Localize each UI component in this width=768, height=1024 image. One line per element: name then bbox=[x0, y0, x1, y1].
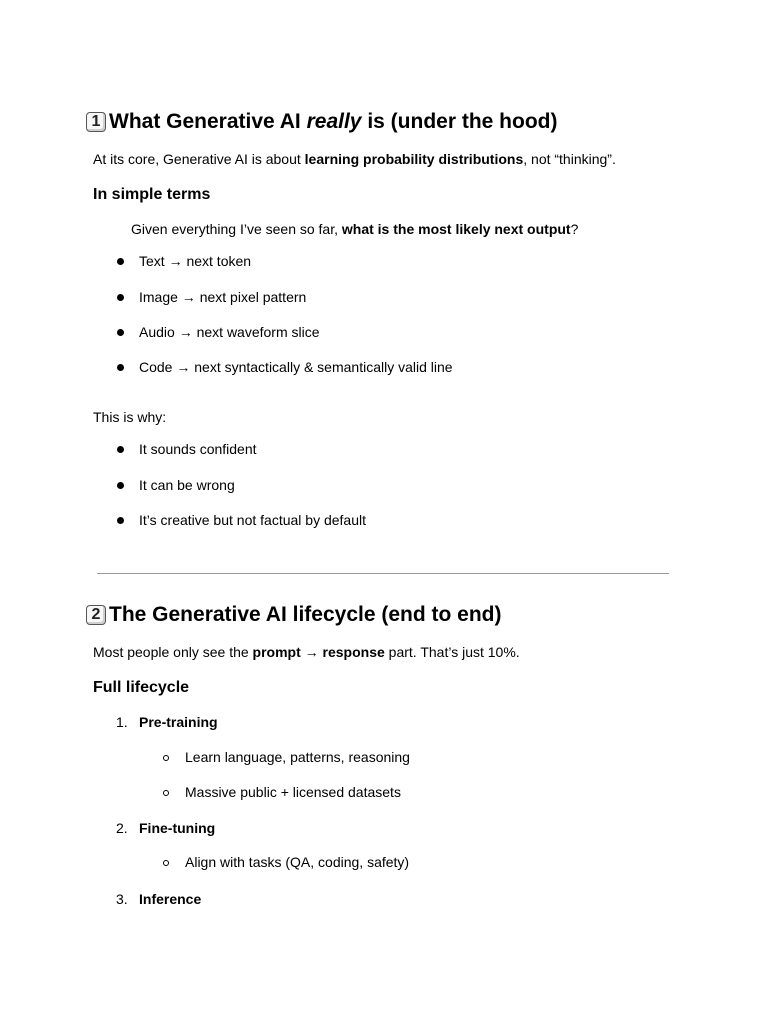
intro-text-end: part. That’s just 10%. bbox=[384, 644, 520, 660]
quote-text: Given everything I’ve seen so far, bbox=[131, 221, 342, 237]
intro-text: Most people only see the bbox=[93, 644, 253, 660]
section-1-title-suffix: is (under the hood) bbox=[361, 110, 558, 133]
sub-list-item: Align with tasks (QA, coding, safety) bbox=[185, 854, 410, 870]
bullet-dot-icon bbox=[117, 517, 124, 524]
list-item: It can be wrong bbox=[139, 477, 235, 493]
hollow-bullet-icon bbox=[163, 755, 169, 761]
bullet-dot-icon bbox=[117, 294, 124, 301]
hollow-bullet-icon bbox=[163, 860, 169, 866]
list-item: Image → next pixel pattern bbox=[139, 289, 307, 305]
section-2-heading bbox=[86, 602, 502, 628]
step-label: Fine-tuning bbox=[139, 820, 216, 836]
hollow-bullet-icon bbox=[163, 790, 169, 796]
keycap-number-2-icon: 2 bbox=[86, 605, 106, 625]
why-label: This is why: bbox=[93, 409, 167, 425]
sub-list-item: Massive public + licensed datasets bbox=[185, 784, 401, 800]
bullet-dot-icon bbox=[117, 364, 124, 371]
bullet-dot-icon bbox=[117, 482, 124, 489]
section-2-title: The Generative AI lifecycle (end to end) bbox=[109, 603, 502, 626]
section-2-subheading: Full lifecycle bbox=[93, 679, 190, 696]
list-item: It’s creative but not factual by default bbox=[139, 512, 366, 528]
bullet-dot-icon bbox=[117, 258, 124, 265]
intro-bold-text: learning probability distributions bbox=[304, 151, 524, 167]
intro-text-end: , not “thinking”. bbox=[523, 151, 616, 167]
step-label: Inference bbox=[139, 891, 202, 907]
list-item: Code → next syntactically & semantically valid line bbox=[139, 359, 453, 375]
quote-bold-text: what is the most likely next output bbox=[341, 221, 571, 237]
bullet-dot-icon bbox=[117, 329, 124, 336]
step-label: Pre-training bbox=[139, 714, 218, 730]
section-1-heading bbox=[86, 109, 557, 135]
sub-list-item: Learn language, patterns, reasoning bbox=[185, 749, 410, 765]
section-1-intro bbox=[93, 150, 616, 168]
section-1-title-emphasis: really bbox=[306, 110, 362, 133]
section-1-subheading: In simple terms bbox=[93, 186, 211, 203]
step-number: 1. bbox=[116, 714, 128, 730]
quote-text-end: ? bbox=[570, 221, 579, 237]
step-number: 3. bbox=[116, 891, 128, 907]
intro-bold-text: prompt → response bbox=[252, 644, 385, 660]
section-1-quote bbox=[131, 220, 578, 238]
section-1-title-prefix: What Generative AI bbox=[109, 110, 307, 133]
intro-text: At its core, Generative AI is about bbox=[93, 151, 305, 167]
bullet-dot-icon bbox=[117, 446, 124, 453]
list-item: Text → next token bbox=[139, 253, 252, 269]
list-item: It sounds confident bbox=[139, 441, 257, 457]
keycap-number-1-icon: 1 bbox=[86, 112, 106, 132]
step-number: 2. bbox=[116, 820, 128, 836]
section-2-intro bbox=[93, 643, 520, 661]
horizontal-divider bbox=[97, 573, 669, 574]
list-item: Audio → next waveform slice bbox=[139, 324, 320, 340]
